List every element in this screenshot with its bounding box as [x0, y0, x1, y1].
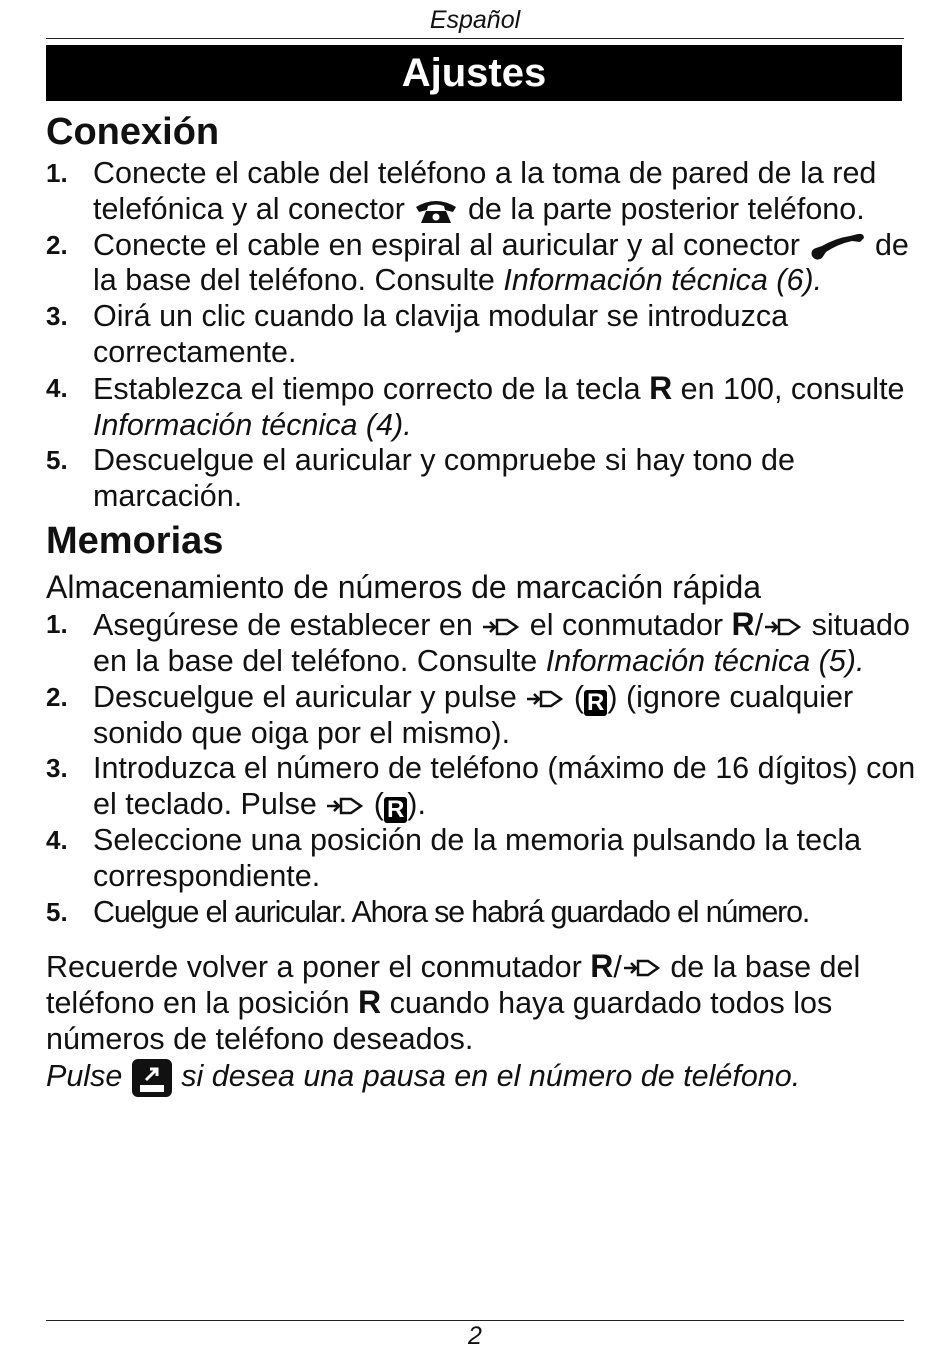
r-button-icon: R [584, 690, 607, 716]
note-paragraph: Recuerde volver a poner el conmutador R/ de la base del teléfono en la posición R cuando haya guardado todos los números de teléfono deseados. [46, 947, 861, 1057]
memory-store-icon [481, 614, 521, 640]
memory-store-icon [763, 614, 803, 640]
r-button-icon: R [384, 797, 407, 823]
list-item: 3. Introduzca el número de teléfono (máximo de 16 dígitos) con el teclado. Pulse ( R). [46, 751, 916, 824]
memory-store-icon [325, 793, 365, 819]
language-label: Español [429, 6, 521, 34]
list-item: 2. Descuelgue el auricular y pulse ( R) (ignore cualquier sonido que oiga por el mismo). [46, 679, 854, 750]
list-item: 2. Conecte el cable en espiral al auricular y al conector de la base del teléfono. Consulte Información técnica (6). [46, 227, 909, 298]
memory-store-icon [622, 955, 662, 981]
main-content [46, 108, 916, 1098]
r-key-icon: R [590, 947, 614, 984]
r-key-icon: R [649, 369, 673, 406]
list-item: 5. Descuelgue el auricular y compruebe si hay tono de marcación. [46, 443, 795, 514]
list-item: 3. Oirá un clic cuando la clavija modular se introduzca correctamente. [46, 299, 789, 369]
telephone-jack-icon [413, 197, 459, 225]
subsection-heading: Almacenamiento de números de marcación rápida [46, 568, 762, 605]
r-key-icon: R [731, 605, 755, 642]
list-item: 4. Establezca el tiempo correcto de la tecla R en 100, consulte Información técnica (4). [46, 369, 905, 442]
list-item: 1. Asegúrese de establecer en el conmutador R/ situado en la base del teléfono. Consulte Información técnica (5). [46, 605, 910, 678]
section-heading-memorias: Memorias [46, 519, 224, 562]
memorias-list [46, 607, 916, 931]
list-item: 4. Seleccione una posición de la memoria pulsando la tecla correspondiente. [46, 823, 862, 893]
memory-store-icon [525, 686, 565, 712]
list-item: 1. Conecte el cable del teléfono a la toma de pared de la red telefónica y al conector de la parte posterior teléfono. [46, 156, 877, 226]
section-heading-conexion: Conexión [46, 111, 220, 153]
r-key-icon: R [358, 984, 382, 1021]
pause-paragraph: Pulse si desea una pausa en el número de teléfono. [46, 1058, 916, 1098]
pause-key-icon [131, 1058, 173, 1098]
page-number: 2 [468, 1322, 482, 1350]
list-item: 5. Cuelgue el auricular. Ahora se habrá guardado el número. [46, 894, 810, 929]
conexion-list [46, 156, 916, 515]
header-rule [46, 38, 904, 39]
handset-icon [808, 232, 866, 262]
page-title: Ajustes [46, 45, 902, 101]
footer-rule [46, 1320, 904, 1321]
